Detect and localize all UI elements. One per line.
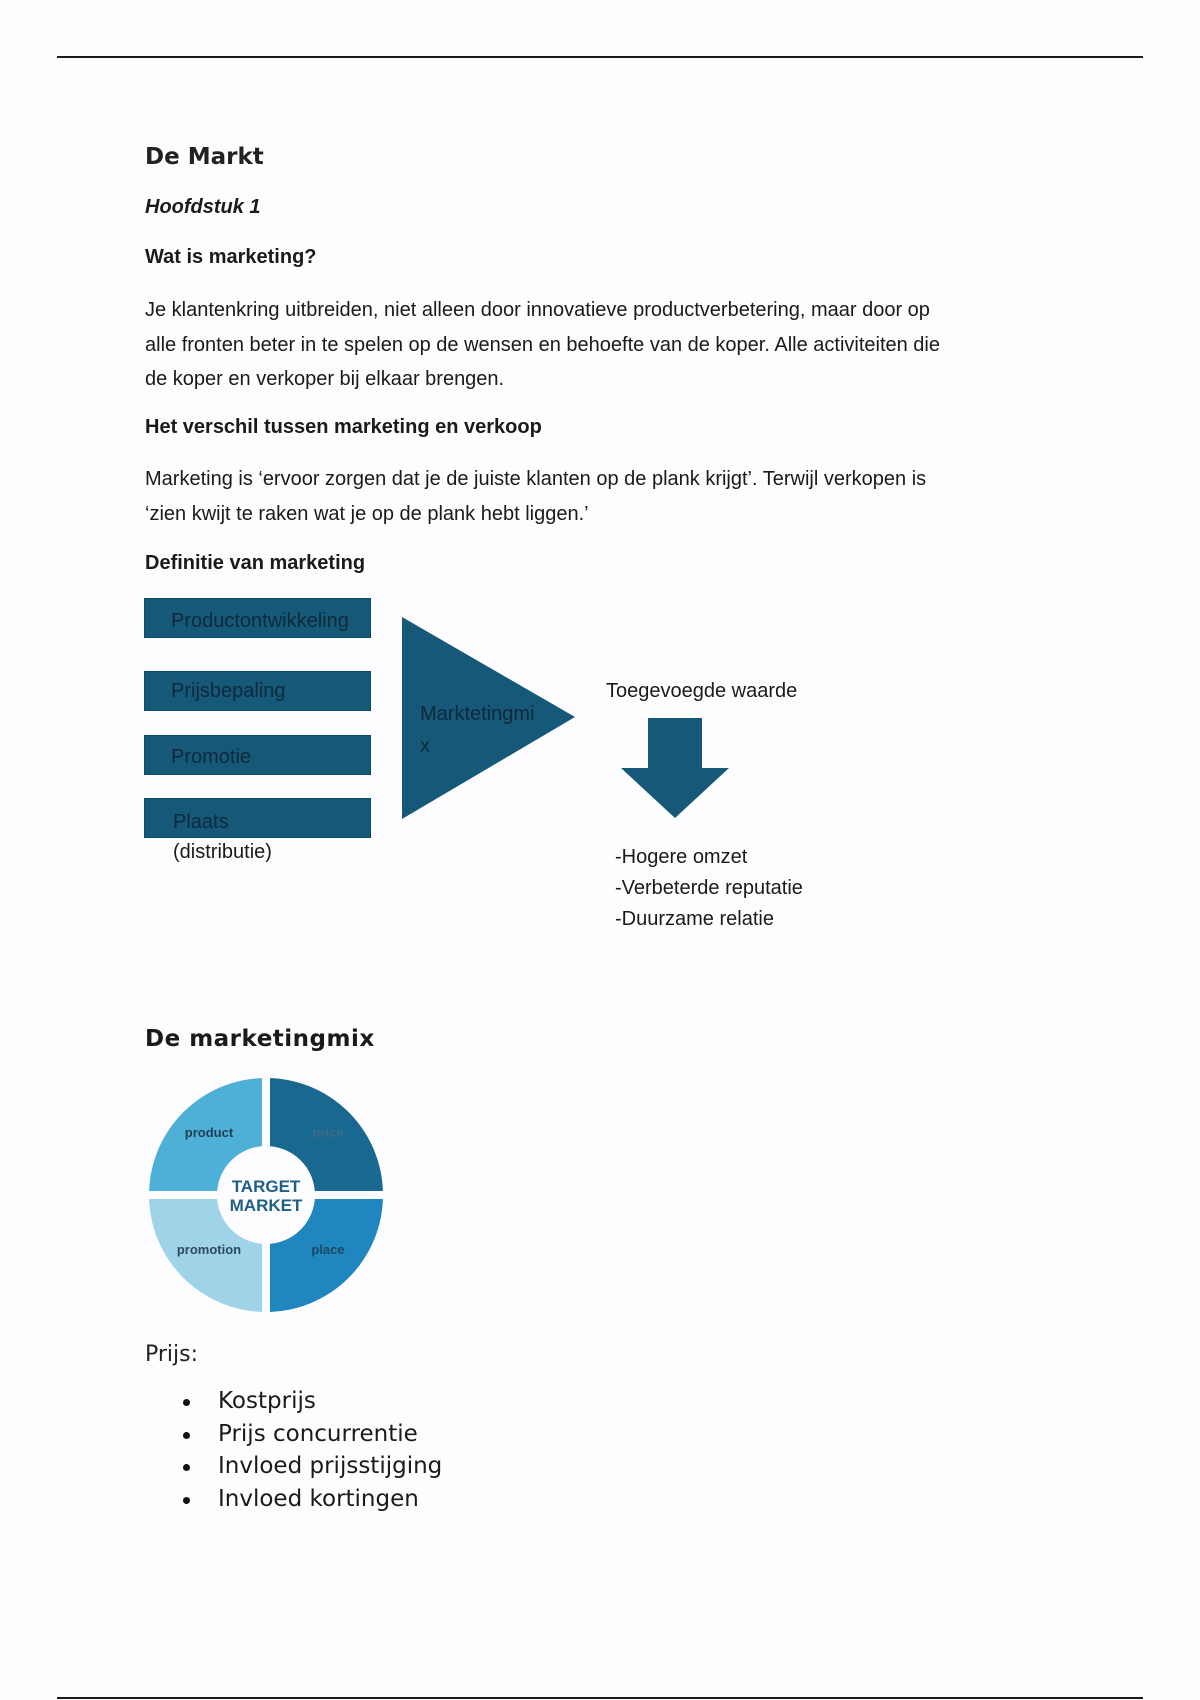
section-heading-wat-is-marketing: Wat is marketing? (145, 246, 317, 268)
price-factor-list (175, 1385, 442, 1515)
section-heading-verschil: Het verschil tussen marketing en verkoop (145, 416, 542, 438)
price-section-label: Prijs: (145, 1342, 199, 1367)
paragraph-line: Marketing is ‘ervoor zorgen dat je de juiste klanten op de plank krijgt’. Terwijl verkopen is (145, 468, 927, 490)
footer-rule (57, 1697, 1143, 1699)
wheel-center-line1: TARGET (231, 1177, 301, 1196)
wheel-label-place: place (311, 1242, 345, 1257)
benefit-item: -Duurzame relatie (615, 908, 774, 930)
price-factor-item: Invloed prijsstijging (175, 1450, 442, 1483)
triangle-label-line1: Marktetingmi (420, 703, 535, 725)
mix-box-label: Prijsbepaling (171, 680, 286, 702)
benefit-item: -Verbeterde reputatie (615, 877, 803, 899)
chapter-label: Hoofdstuk 1 (145, 196, 261, 218)
wheel-label-price: price (312, 1125, 344, 1140)
marketingmix-heading: De marketingmix (145, 1026, 375, 1052)
paragraph-verschil (145, 462, 1045, 531)
added-value-label: Toegevoegde waarde (606, 680, 798, 702)
paragraph-line: Je klantenkring uitbreiden, niet alleen door innovatieve productverbetering, maar door op (145, 299, 930, 321)
price-factor-item: Prijs concurrentie (175, 1418, 442, 1451)
section-heading-definitie: Definitie van marketing (145, 552, 366, 574)
paragraph-line: ‘zien kwijt te raken wat je op de plank hebt liggen.’ (145, 502, 589, 525)
mix-box-label: Productontwikkeling (171, 610, 349, 632)
wheel-center-line2: MARKET (229, 1196, 303, 1215)
wheel-label-product: product (184, 1125, 234, 1140)
paragraph-line: de koper en verkoper bij elkaar brengen. (145, 368, 505, 390)
marketingmix-wheel (141, 1070, 391, 1320)
header-rule (57, 56, 1143, 58)
price-factor-item: Invloed kortingen (175, 1483, 442, 1516)
mix-box-label: Plaats (173, 811, 229, 833)
paragraph-wat-is-marketing (145, 293, 1045, 397)
arrow-down-icon (619, 716, 731, 820)
triangle-label-line2: x (420, 735, 430, 757)
benefit-list (615, 842, 803, 935)
wheel-label-promotion: promotion (176, 1242, 242, 1257)
paragraph-line: alle fronten beter in te spelen op de wensen en behoefte van de koper. Alle activiteiten die (145, 333, 940, 356)
mix-box-label: Promotie (171, 746, 252, 768)
price-factor-item: Kostprijs (175, 1385, 442, 1418)
benefit-item: -Hogere omzet (615, 846, 748, 868)
mix-box-extra-label: (distributie) (173, 841, 272, 863)
document-title: De Markt (145, 144, 264, 170)
